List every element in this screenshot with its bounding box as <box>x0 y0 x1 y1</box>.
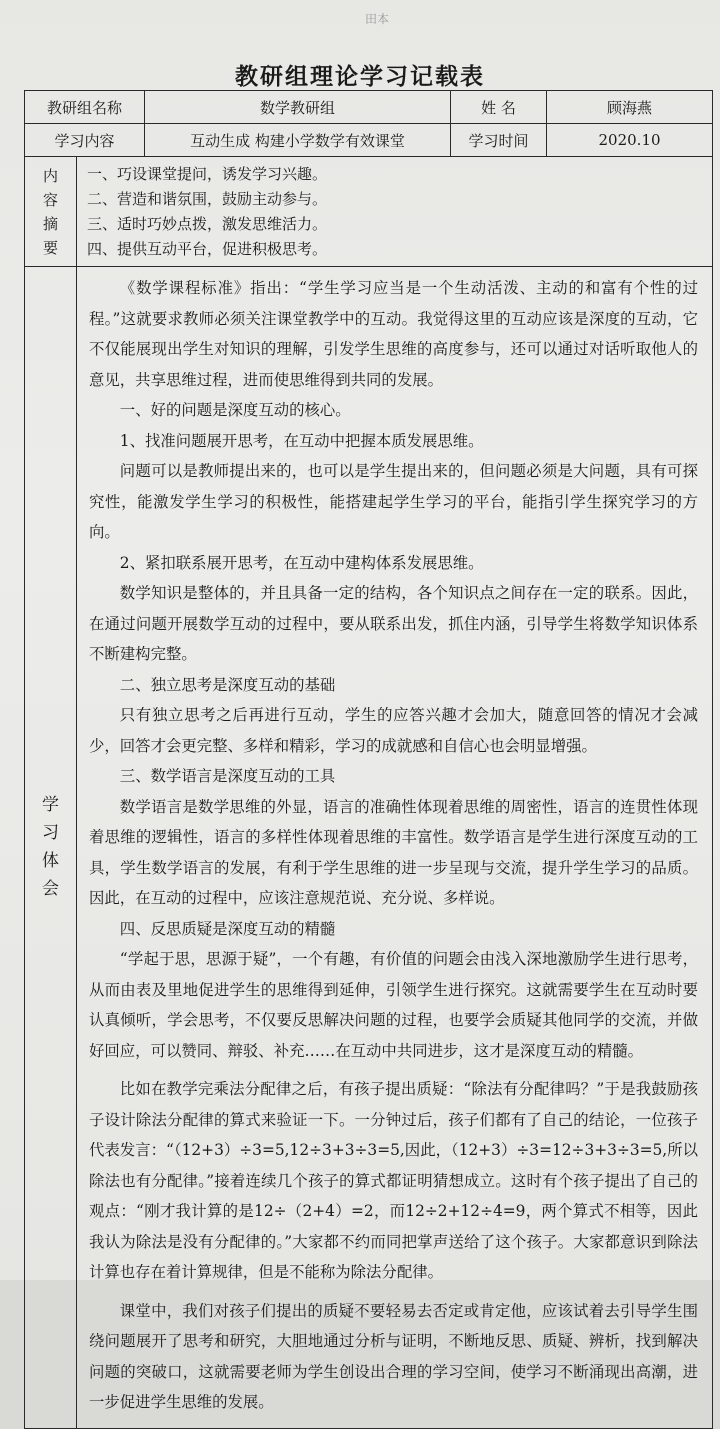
group-label: 教研组名称 <box>25 91 145 124</box>
list-item: 四、提供互动平台，促进积极思考。 <box>87 239 328 258</box>
abstract-list <box>77 157 713 267</box>
row-content <box>25 124 713 157</box>
section-heading: 一、好的问题是深度互动的核心。 <box>119 401 351 419</box>
name-label: 姓 名 <box>451 91 547 124</box>
list-item: 一、巧设课堂提问，诱发学习兴趣。 <box>87 164 328 183</box>
row-group <box>25 91 713 124</box>
content-label: 学习内容 <box>25 124 145 157</box>
page-title: 教研组理论学习记载表 <box>235 63 485 90</box>
experience-body <box>77 267 713 1429</box>
example-paragraph: 比如在教学完乘法分配律之后，有孩子提出质疑：“除法有分配律吗？”于是我鼓励孩子设计除法分配律的算式来验证一下。一分钟过后，孩子们都有了自己的结论，一位孩子代表发言：“（12+3）÷3=5,12÷3+3÷3=5,因此，（12+3）÷3=12÷3+3÷3=5,所以除法也有分配律。”接着连续几个孩子的算式都证明猜想成立。这时有个孩子提出了自己的观点：“刚才我计算的是12÷（2+4）=2，而12÷2+12÷4=9，两个算式不相等，因此我认为除法是没有分配律的。”大家都不约而同把掌声送给了这个孩子。大家都意识到除法计算也存在着计算规律，但是不能称为除法分配律。 <box>89 1080 699 1281</box>
name-value: 顾海燕 <box>547 91 713 124</box>
section-heading: 二、独立思考是深度互动的基础 <box>119 675 336 694</box>
subsection-heading: 2、紧扣联系展开思考，在互动中建构体系发展思维。 <box>119 553 484 572</box>
abstract-label: 内 容 摘 要 <box>25 157 77 267</box>
intro-paragraph: 《数学课程标准》指出：“学生学习应当是一个生动活泼、主动的和富有个性的过程。”这就要求教师必须关注课堂教学中的互动。我觉得这里的互动应该是深度的互动，它不仅能展现出学生对知识的理解，引发学生思维的高度参与，还可以通过对话听取他人的意见，共享思维过程，进而使思维得到共同的发展。 <box>89 279 699 389</box>
group-value: 数学教研组 <box>145 91 451 124</box>
section-heading: 四、反思质疑是深度互动的精髓 <box>119 919 336 938</box>
time-value: 2020.10 <box>547 124 713 157</box>
record-table <box>24 90 713 1429</box>
closing-paragraph: 课堂中，我们对孩子们提出的质疑不要轻易去否定或肯定他，应该试着去引导学生围绕问题展开了思考和研究，大胆地通过分析与证明，不断地反思、质疑、辨析，找到解决问题的突破口，这就需要老师为学生创设出合理的学习空间，使学习不断涌现出高潮，进一步促进学生思维的发展。 <box>89 1301 699 1411</box>
list-item: 二、营造和谐氛围，鼓励主动参与。 <box>87 189 328 208</box>
experience-label: 学 习 体 会 <box>25 267 77 1429</box>
row-abstract <box>25 157 713 267</box>
paragraph: 数学语言是数学思维的外显，语言的准确性体现着思维的周密性，语言的连贯性体现着思维的逻辑性，语言的多样性体现着思维的丰富性。数学语言是学生进行深度互动的工具，学生数学语言的发展，有利于学生思维的进一步呈现与交流，提升学生学习的品质。因此，在互动的过程中，应该注意规范说、充分说、多样说。 <box>89 797 699 907</box>
paragraph: “学起于思，思源于疑”，一个有趣，有价值的问题会由浅入深地激励学生进行思考，从而由表及里地促进学生的思维得到延伸，引领学生进行探究。这就需要学生在互动时要认真倾听，学会思考，不仅要反思解决问题的过程，也要学会质疑其他同学的交流，并做好回应，可以赞同、辩驳、补充……在互动中共同进步，这才是深度互动的精髓。 <box>89 950 699 1060</box>
row-experience <box>25 267 713 1429</box>
list-item: 三、适时巧妙点拨，激发思维活力。 <box>87 214 328 233</box>
paragraph: 只有独立思考之后再进行互动，学生的应答兴趣才会加大，随意回答的情况才会减少，回答才会更完整、多样和精彩，学习的成就感和自信心也会明显增强。 <box>89 706 699 755</box>
section-heading: 三、数学语言是深度互动的工具 <box>119 767 336 785</box>
time-label: 学习时间 <box>451 124 547 157</box>
content-value: 互动生成 构建小学数学有效课堂 <box>145 124 451 157</box>
paragraph: 问题可以是教师提出来的，也可以是学生提出来的，但问题必须是大问题，具有可探究性，能激发学生学习的积极性，能搭建起学生学习的平台，能指引学生探究学习的方向。 <box>89 462 699 541</box>
paragraph: 数学知识是整体的，并且具备一定的结构，各个知识点之间存在一定的联系。因此，在通过问题开展数学互动的过程中，要从联系出发，抓住内涵，引导学生将数学知识体系不断建构完整。 <box>89 584 699 663</box>
subsection-heading: 1、找准问题展开思考，在互动中把握本质发展思维。 <box>119 431 484 450</box>
header-mark: 田本 <box>365 12 390 26</box>
